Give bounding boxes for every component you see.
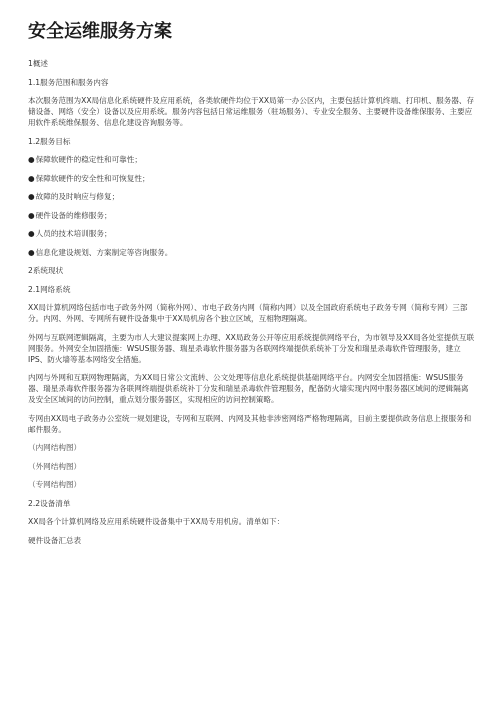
body-paragraph: XX局各个计算机网络及应用系统硬件设备集中于XX局专用机房。清单如下： [28,517,285,526]
figure-placeholder: （外网结构图） [28,461,82,471]
section-heading: 2.2设备清单 [28,498,71,508]
section-heading: 1.2服务目标 [28,136,71,146]
section-heading: 2系统现状 [28,266,64,275]
document-title: 安全运维服务方案 [28,21,172,42]
bullet-item: ● 信息化建设规划、方案制定等咨询服务。 [28,247,476,258]
section-heading: 2.1网络系统 [28,284,71,294]
bullet-item: ● 保障软硬件的安全性和可恢复性； [28,173,476,184]
bullet-item: ● 故障的及时响应与修复； [28,191,476,202]
figure-placeholder: （专网结构图） [28,480,82,489]
bullet-item: ● 保障软硬件的稳定性和可靠性； [28,154,476,165]
section-heading: 1.1服务范围和服务内容 [28,77,109,87]
section-heading: 1概述 [28,59,49,68]
bullet-item: ● 硬件设备的维修服务； [28,210,476,221]
table-caption: 硬件设备汇总表 [28,535,82,545]
body-paragraph: XX局计算机网络包括市电子政务外网（简称外网）、市电子政务内网（简称内网）以及全国政府系统电子政务专网（简称专网）三部分。内网、外网、专网所有硬件设备集中于XX局机房各个独立区域，互相物理隔离。 [28,303,468,323]
body-paragraph: 外网与互联网逻辑隔离，主要为市人大建议提案网上办理、XX局政务公开等应用系统提供网络平台，为市领导及XX局各处室提供互联网服务。外网安全加固措施：WSUS服务器、瑞星杀毒软件服务器为各联网终端提供系统补丁分发和瑞星杀毒软件管理服务，建立IPS、防火墙等基本网络安全措施。 [28,332,475,364]
bullet-item: ● 人员的技术培训服务； [28,228,476,239]
body-paragraph: 专网由XX局电子政务办公室统一规划建设，专网和互联网、内网及其他非涉密网络严格物理隔离，目前主要提供政务信息上报服务和邮件服务。 [28,413,472,434]
figure-placeholder: （内网结构图） [28,443,82,452]
body-paragraph: 内网与外网和互联网物理隔离，为XX局日常公文流转、公文处理等信息化系统提供基础网络平台。内网安全加固措施：WSUS服务器、瑞星杀毒软件服务器为各联网终端提供系统补丁分发和瑞星杀毒软件管理服务，配备防火墙实现内网中服务器区域间的逻辑隔离及安全区域间的访问控制，重点划分服务器区，实现相应的访问控制策略。 [28,373,469,404]
body-paragraph: 本次服务范围为XX局信息化系统硬件及应用系统，各类软硬件均位于XX局第一办公区内，主要包括计算机终端、打印机、服务器、存储设备、网络（安全）设备以及应用系统。服务内容包括日常运维服务（驻场服务）、专业安全服务、主要硬件设备维保服务、主要应用软件系统维保服务、信息化建设咨询服务等。 [28,96,475,127]
